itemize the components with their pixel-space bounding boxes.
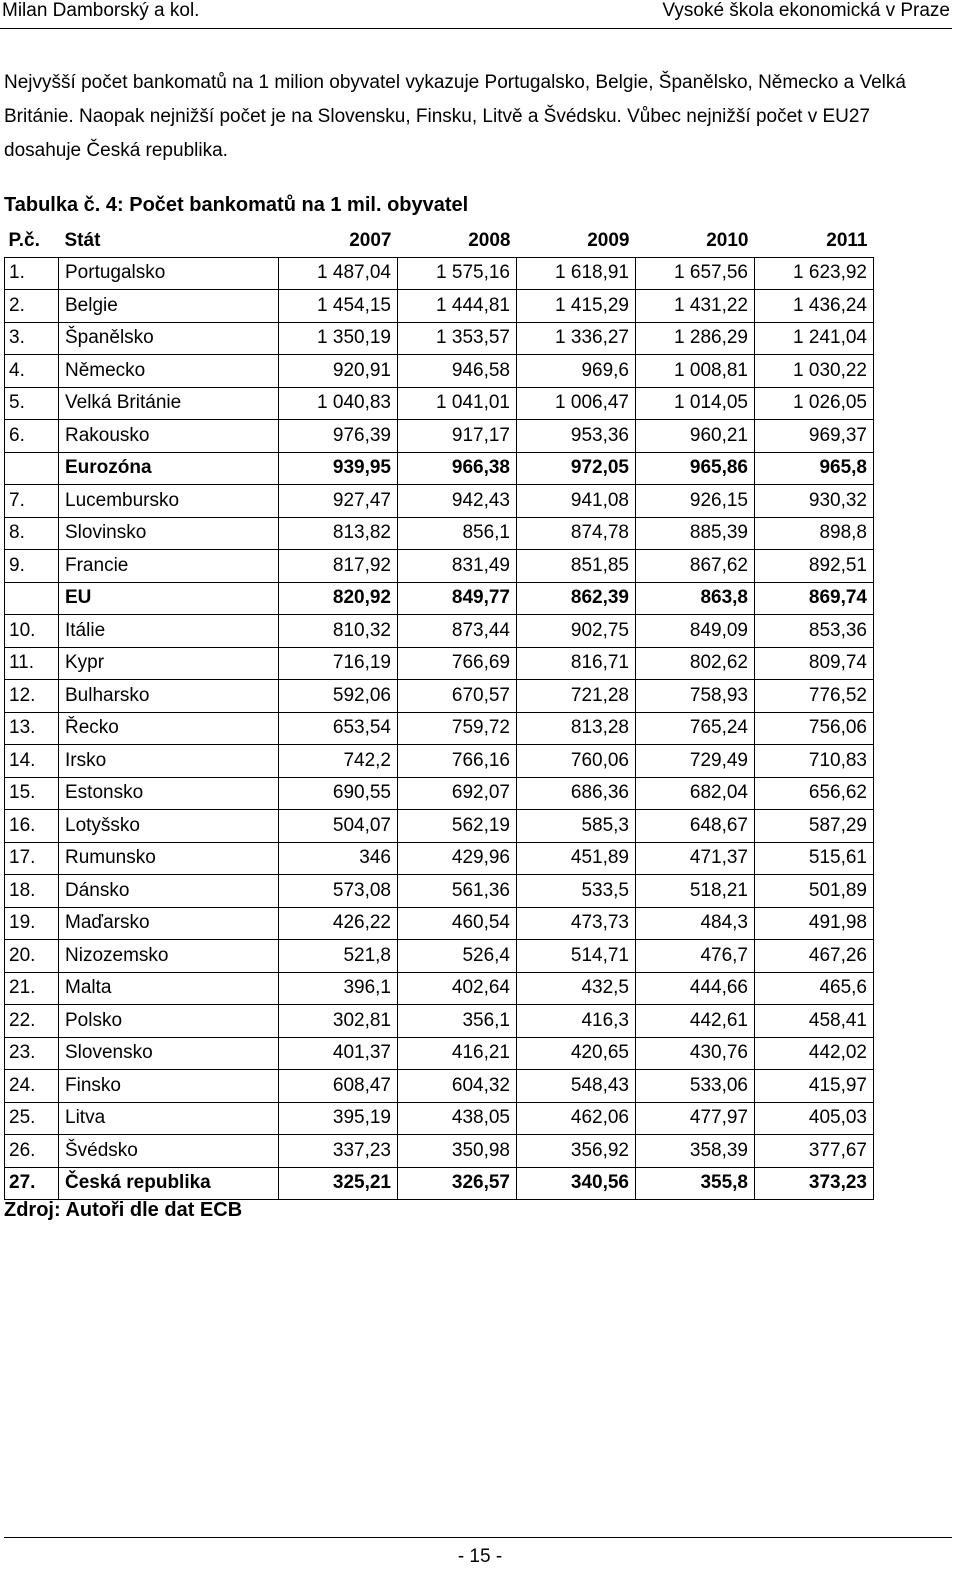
- cell-value: 592,06: [279, 680, 398, 713]
- cell-value: 405,03: [755, 1102, 874, 1135]
- cell-state: Slovensko: [59, 1037, 279, 1070]
- cell-value: 1 436,24: [755, 290, 874, 323]
- cell-value: 1 014,05: [636, 387, 755, 420]
- cell-rank: 12.: [5, 680, 59, 713]
- cell-value: 926,15: [636, 485, 755, 518]
- cell-rank: [5, 582, 59, 615]
- cell-value: 862,39: [517, 582, 636, 615]
- table-row: [5, 777, 874, 810]
- cell-value: 760,06: [517, 745, 636, 778]
- cell-value: 518,21: [636, 875, 755, 908]
- table-row: [5, 485, 874, 518]
- cell-value: 656,62: [755, 777, 874, 810]
- cell-state: Švédsko: [59, 1135, 279, 1168]
- cell-state: Belgie: [59, 290, 279, 323]
- cell-value: 355,8: [636, 1167, 755, 1200]
- cell-state: EU: [59, 582, 279, 615]
- cell-value: 350,98: [398, 1135, 517, 1168]
- table-row: [5, 1135, 874, 1168]
- cell-rank: 11.: [5, 647, 59, 680]
- cell-value: 467,26: [755, 940, 874, 973]
- cell-value: 573,08: [279, 875, 398, 908]
- cell-value: 863,8: [636, 582, 755, 615]
- cell-value: 1 336,27: [517, 322, 636, 355]
- cell-value: 402,64: [398, 972, 517, 1005]
- cell-value: 810,32: [279, 615, 398, 648]
- cell-value: 562,19: [398, 810, 517, 843]
- cell-state: Rakousko: [59, 420, 279, 453]
- cell-value: 430,76: [636, 1037, 755, 1070]
- cell-rank: 5.: [5, 387, 59, 420]
- table-row: [5, 1102, 874, 1135]
- cell-rank: 16.: [5, 810, 59, 843]
- table-row: [5, 940, 874, 973]
- cell-value: 851,85: [517, 550, 636, 583]
- cell-value: 471,37: [636, 842, 755, 875]
- table-row: [5, 420, 874, 453]
- cell-value: 892,51: [755, 550, 874, 583]
- cell-rank: 15.: [5, 777, 59, 810]
- cell-value: 451,89: [517, 842, 636, 875]
- table-row: [5, 615, 874, 648]
- cell-value: 396,1: [279, 972, 398, 1005]
- cell-rank: 9.: [5, 550, 59, 583]
- cell-value: 721,28: [517, 680, 636, 713]
- table-row: [5, 680, 874, 713]
- cell-rank: 4.: [5, 355, 59, 388]
- cell-value: 438,05: [398, 1102, 517, 1135]
- cell-value: 976,39: [279, 420, 398, 453]
- cell-value: 395,19: [279, 1102, 398, 1135]
- table-row: [5, 842, 874, 875]
- column-header-2009: 2009: [517, 225, 636, 257]
- cell-value: 401,37: [279, 1037, 398, 1070]
- cell-value: 885,39: [636, 517, 755, 550]
- cell-value: 1 350,19: [279, 322, 398, 355]
- cell-value: 856,1: [398, 517, 517, 550]
- table-caption: Tabulka č. 4: Počet bankomatů na 1 mil. obyvatel: [4, 194, 469, 216]
- cell-value: 759,72: [398, 712, 517, 745]
- cell-state: Lucembursko: [59, 485, 279, 518]
- cell-value: 960,21: [636, 420, 755, 453]
- cell-value: 460,54: [398, 907, 517, 940]
- cell-value: 965,86: [636, 452, 755, 485]
- cell-value: 756,06: [755, 712, 874, 745]
- table-row: [5, 1070, 874, 1103]
- footer-divider: [4, 1537, 952, 1538]
- cell-value: 533,06: [636, 1070, 755, 1103]
- cell-value: 849,09: [636, 615, 755, 648]
- cell-value: 462,06: [517, 1102, 636, 1135]
- table-row: [5, 387, 874, 420]
- cell-value: 1 008,81: [636, 355, 755, 388]
- cell-value: 820,92: [279, 582, 398, 615]
- cell-value: 514,71: [517, 940, 636, 973]
- cell-value: 941,08: [517, 485, 636, 518]
- cell-rank: 6.: [5, 420, 59, 453]
- cell-value: 648,67: [636, 810, 755, 843]
- cell-value: 458,41: [755, 1005, 874, 1038]
- cell-value: 346: [279, 842, 398, 875]
- cell-state: Eurozóna: [59, 452, 279, 485]
- cell-value: 766,16: [398, 745, 517, 778]
- table-row: [5, 647, 874, 680]
- cell-value: 420,65: [517, 1037, 636, 1070]
- table-row: [5, 907, 874, 940]
- cell-value: 670,57: [398, 680, 517, 713]
- cell-value: 1 030,22: [755, 355, 874, 388]
- cell-rank: 7.: [5, 485, 59, 518]
- cell-value: 604,32: [398, 1070, 517, 1103]
- table-row: [5, 972, 874, 1005]
- cell-value: 930,32: [755, 485, 874, 518]
- cell-value: 1 575,16: [398, 257, 517, 290]
- cell-value: 358,39: [636, 1135, 755, 1168]
- cell-value: 939,95: [279, 452, 398, 485]
- cell-value: 521,8: [279, 940, 398, 973]
- cell-value: 326,57: [398, 1167, 517, 1200]
- cell-value: 1 454,15: [279, 290, 398, 323]
- cell-state: Nizozemsko: [59, 940, 279, 973]
- cell-rank: 22.: [5, 1005, 59, 1038]
- cell-state: Portugalsko: [59, 257, 279, 290]
- table-source: Zdroj: Autoři dle dat ECB: [4, 1199, 243, 1221]
- cell-value: 1 431,22: [636, 290, 755, 323]
- cell-state: Irsko: [59, 745, 279, 778]
- table-row: [5, 550, 874, 583]
- cell-value: 373,23: [755, 1167, 874, 1200]
- cell-value: 1 241,04: [755, 322, 874, 355]
- table-row: [5, 257, 874, 290]
- table-row: [5, 355, 874, 388]
- table-row: [5, 810, 874, 843]
- column-header-2007: 2007: [279, 225, 398, 257]
- cell-value: 325,21: [279, 1167, 398, 1200]
- cell-value: 682,04: [636, 777, 755, 810]
- cell-rank: 14.: [5, 745, 59, 778]
- cell-rank: 25.: [5, 1102, 59, 1135]
- cell-value: 477,97: [636, 1102, 755, 1135]
- cell-value: 766,69: [398, 647, 517, 680]
- cell-value: 867,62: [636, 550, 755, 583]
- cell-rank: 17.: [5, 842, 59, 875]
- cell-state: Španělsko: [59, 322, 279, 355]
- cell-state: Estonsko: [59, 777, 279, 810]
- cell-state: Kypr: [59, 647, 279, 680]
- cell-value: 465,6: [755, 972, 874, 1005]
- cell-value: 501,89: [755, 875, 874, 908]
- cell-rank: 8.: [5, 517, 59, 550]
- header-institution: Vysoké škola ekonomická v Praze: [662, 0, 950, 21]
- cell-value: 874,78: [517, 517, 636, 550]
- cell-rank: 2.: [5, 290, 59, 323]
- cell-value: 432,5: [517, 972, 636, 1005]
- cell-state: Německo: [59, 355, 279, 388]
- table-row: [5, 712, 874, 745]
- cell-value: 898,8: [755, 517, 874, 550]
- cell-value: 776,52: [755, 680, 874, 713]
- cell-value: 526,4: [398, 940, 517, 973]
- cell-rank: 13.: [5, 712, 59, 745]
- cell-value: 831,49: [398, 550, 517, 583]
- table-row: [5, 1167, 874, 1200]
- column-header-2010: 2010: [636, 225, 755, 257]
- cell-value: 813,82: [279, 517, 398, 550]
- cell-value: 1 444,81: [398, 290, 517, 323]
- cell-state: Dánsko: [59, 875, 279, 908]
- cell-value: 942,43: [398, 485, 517, 518]
- cell-value: 442,02: [755, 1037, 874, 1070]
- cell-value: 1 286,29: [636, 322, 755, 355]
- cell-rank: 3.: [5, 322, 59, 355]
- cell-value: 356,92: [517, 1135, 636, 1168]
- cell-value: 356,1: [398, 1005, 517, 1038]
- cell-value: 340,56: [517, 1167, 636, 1200]
- cell-value: 969,6: [517, 355, 636, 388]
- cell-value: 416,21: [398, 1037, 517, 1070]
- cell-rank: 26.: [5, 1135, 59, 1168]
- table-row: [5, 517, 874, 550]
- column-header-rank: P.č.: [5, 225, 59, 257]
- cell-value: 946,58: [398, 355, 517, 388]
- cell-value: 710,83: [755, 745, 874, 778]
- cell-value: 809,74: [755, 647, 874, 680]
- cell-value: 653,54: [279, 712, 398, 745]
- cell-value: 1 487,04: [279, 257, 398, 290]
- cell-state: Finsko: [59, 1070, 279, 1103]
- table-row: [5, 322, 874, 355]
- cell-value: 920,91: [279, 355, 398, 388]
- cell-value: 1 618,91: [517, 257, 636, 290]
- cell-rank: 1.: [5, 257, 59, 290]
- cell-value: 302,81: [279, 1005, 398, 1038]
- cell-value: 1 026,05: [755, 387, 874, 420]
- table-row: [5, 745, 874, 778]
- cell-value: 816,71: [517, 647, 636, 680]
- cell-value: 849,77: [398, 582, 517, 615]
- cell-value: 765,24: [636, 712, 755, 745]
- cell-rank: 21.: [5, 972, 59, 1005]
- cell-state: Řecko: [59, 712, 279, 745]
- cell-state: Malta: [59, 972, 279, 1005]
- page-header: [0, 0, 952, 29]
- cell-value: 484,3: [636, 907, 755, 940]
- table-body: [5, 225, 874, 1200]
- header-author: Milan Damborský a kol.: [2, 0, 200, 21]
- cell-rank: 20.: [5, 940, 59, 973]
- cell-value: 969,37: [755, 420, 874, 453]
- cell-value: 802,62: [636, 647, 755, 680]
- cell-value: 426,22: [279, 907, 398, 940]
- cell-value: 504,07: [279, 810, 398, 843]
- cell-rank: 10.: [5, 615, 59, 648]
- cell-value: 548,43: [517, 1070, 636, 1103]
- cell-value: 429,96: [398, 842, 517, 875]
- cell-value: 869,74: [755, 582, 874, 615]
- cell-value: 1 623,92: [755, 257, 874, 290]
- cell-value: 690,55: [279, 777, 398, 810]
- cell-value: 1 040,83: [279, 387, 398, 420]
- cell-value: 515,61: [755, 842, 874, 875]
- body-paragraph: Nejvyšší počet bankomatů na 1 milion obyvatel vykazuje Portugalsko, Belgie, Španělsko, Německo a Velká Británie. Naopak nejnižší počet je na Slovensku, Finsku, Litvě a Švédsku. Vůbec nejnižší počet v EU27 dosahuje Česká republika.: [4, 72, 906, 161]
- cell-rank: 18.: [5, 875, 59, 908]
- table-row: [5, 452, 874, 485]
- cell-value: 444,66: [636, 972, 755, 1005]
- table-row: [5, 1037, 874, 1070]
- column-header-state: Stát: [59, 225, 279, 257]
- cell-value: 965,8: [755, 452, 874, 485]
- cell-value: 585,3: [517, 810, 636, 843]
- cell-value: 442,61: [636, 1005, 755, 1038]
- cell-value: 491,98: [755, 907, 874, 940]
- cell-value: 917,17: [398, 420, 517, 453]
- cell-value: 1 657,56: [636, 257, 755, 290]
- cell-value: 533,5: [517, 875, 636, 908]
- cell-state: Česká republika: [59, 1167, 279, 1200]
- page-number: - 15 -: [457, 1546, 503, 1567]
- cell-value: 608,47: [279, 1070, 398, 1103]
- column-header-2008: 2008: [398, 225, 517, 257]
- cell-value: 953,36: [517, 420, 636, 453]
- table-row: [5, 875, 874, 908]
- cell-value: 1 353,57: [398, 322, 517, 355]
- cell-state: Maďarsko: [59, 907, 279, 940]
- cell-value: 813,28: [517, 712, 636, 745]
- table-row: [5, 290, 874, 323]
- cell-state: Rumunsko: [59, 842, 279, 875]
- table-row: [5, 1005, 874, 1038]
- atm-table: [4, 225, 874, 1200]
- cell-rank: 23.: [5, 1037, 59, 1070]
- cell-value: 853,36: [755, 615, 874, 648]
- cell-value: 587,29: [755, 810, 874, 843]
- cell-rank: 24.: [5, 1070, 59, 1103]
- cell-value: 337,23: [279, 1135, 398, 1168]
- table-header-row: [5, 225, 874, 257]
- cell-value: 415,97: [755, 1070, 874, 1103]
- cell-value: 1 041,01: [398, 387, 517, 420]
- cell-value: 473,73: [517, 907, 636, 940]
- cell-state: Francie: [59, 550, 279, 583]
- cell-state: Velká Británie: [59, 387, 279, 420]
- cell-state: Lotyšsko: [59, 810, 279, 843]
- cell-value: 972,05: [517, 452, 636, 485]
- cell-rank: 19.: [5, 907, 59, 940]
- cell-value: 966,38: [398, 452, 517, 485]
- cell-value: 692,07: [398, 777, 517, 810]
- cell-value: 377,67: [755, 1135, 874, 1168]
- cell-value: 758,93: [636, 680, 755, 713]
- cell-value: 902,75: [517, 615, 636, 648]
- cell-value: 561,36: [398, 875, 517, 908]
- cell-state: Polsko: [59, 1005, 279, 1038]
- cell-value: 1 006,47: [517, 387, 636, 420]
- cell-state: Bulharsko: [59, 680, 279, 713]
- cell-value: 817,92: [279, 550, 398, 583]
- cell-value: 416,3: [517, 1005, 636, 1038]
- cell-value: 927,47: [279, 485, 398, 518]
- cell-value: 873,44: [398, 615, 517, 648]
- cell-value: 476,7: [636, 940, 755, 973]
- cell-rank: 27.: [5, 1167, 59, 1200]
- table-row: [5, 582, 874, 615]
- column-header-2011: 2011: [755, 225, 874, 257]
- cell-value: 1 415,29: [517, 290, 636, 323]
- cell-state: Slovinsko: [59, 517, 279, 550]
- cell-state: Itálie: [59, 615, 279, 648]
- cell-value: 742,2: [279, 745, 398, 778]
- cell-value: 729,49: [636, 745, 755, 778]
- cell-state: Litva: [59, 1102, 279, 1135]
- cell-value: 686,36: [517, 777, 636, 810]
- cell-rank: [5, 452, 59, 485]
- cell-value: 716,19: [279, 647, 398, 680]
